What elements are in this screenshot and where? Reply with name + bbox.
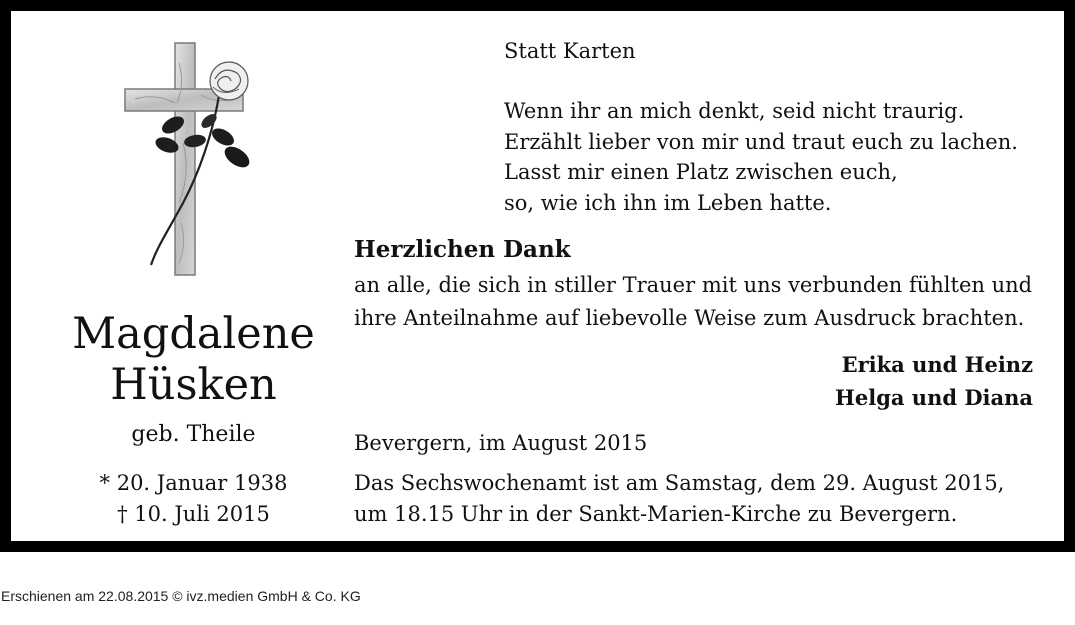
poem-line: Lasst mir einen Platz zwischen euch, (504, 160, 898, 184)
poem (504, 96, 1018, 218)
statt-karten-heading: Statt Karten (504, 39, 636, 63)
thanks-title: Herzlichen Dank (354, 236, 571, 263)
signer: Helga und Diana (835, 385, 1033, 410)
signer: Erika und Heinz (841, 352, 1033, 377)
mass-announcement (354, 468, 1004, 530)
place-date: Bevergern, im August 2015 (354, 431, 648, 455)
poem-line: so, wie ich ihn im Leben hatte. (504, 190, 832, 215)
poem-line: Wenn ihr an mich denkt, seid nicht traurig. (504, 99, 965, 123)
death-date: † 10. Juli 2015 (117, 502, 270, 526)
thanks-line: an alle, die sich in stiller Trauer mit uns verbunden fühlten und (354, 273, 1033, 297)
life-dates (51, 468, 336, 530)
cross-with-rose-icon (121, 33, 281, 283)
thanks-line: ihre Anteilnahme auf liebevolle Weise zum Ausdruck brachten. (354, 306, 1025, 330)
mass-line: um 18.15 Uhr in der Sankt-Marien-Kirche zu Bevergern. (354, 502, 958, 526)
signers (835, 348, 1033, 414)
birth-name: geb. Theile (131, 422, 256, 447)
thanks-text (354, 269, 1032, 335)
mass-line: Das Sechswochenamt ist am Samstag, dem 29. August 2015, (354, 471, 1005, 495)
first-name: Magdalene (72, 309, 315, 359)
poem-line: Erzählt lieber von mir und traut euch zu lachen. (504, 129, 1018, 154)
deceased-name (51, 309, 336, 411)
publication-footer: Erschienen am 22.08.2015 © ivz.medien GmbH & Co. KG (1, 588, 361, 604)
birth-date: * 20. Januar 1938 (99, 471, 288, 495)
last-name: Hüsken (110, 360, 277, 410)
